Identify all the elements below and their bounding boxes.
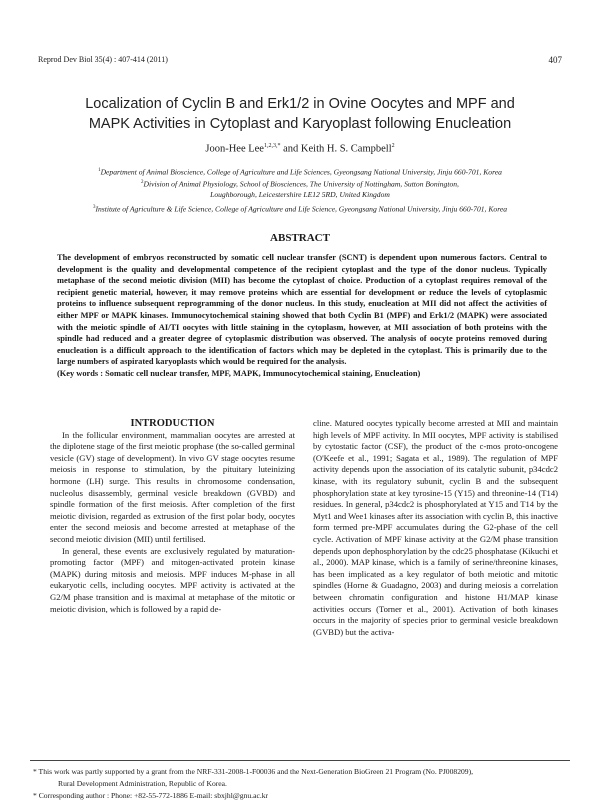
author-2: Keith H. S. Campbell bbox=[300, 143, 392, 155]
affiliation-2-cont: Loughborough, Leicestershire LE12 5RD, United Kingdom bbox=[210, 190, 390, 199]
page-number: 407 bbox=[548, 55, 562, 65]
abstract-heading: ABSTRACT bbox=[270, 232, 330, 244]
author-1: Joon-Hee Lee bbox=[205, 143, 264, 155]
intro-paragraph-1: In the follicular environment, mammalian oocytes are arrested at the diplotene stage of the first meiotic prophase (the so-called germinal vesicle (GV) stage of development). In vivo GV stage oocytes resume meiosis in response to stimulation, by the pituitary luteinizing hormone (LH) surge. This results in chromosome condensation, nucleolus disassembly, germinal vesicle breakdown (GVBD) and spindle formation of the first meiosis. After completion of the first meiotic division, regarded as extrusion of the first polar body, oocytes enter the second meiosis and become arrested at metaphase of the second meiotic division (MII) until fertilised. bbox=[50, 429, 295, 544]
author-1-affil: 1,2,3,* bbox=[263, 143, 281, 149]
footnote-funding: * This work was partly supported by a grant from the NRF-331-2008-1-F00036 and the Next-Generation BioGreen 21 Program (No. PJ008209), bbox=[33, 767, 474, 776]
footnote-corresponding: * Corresponding author : Phone: +82-55-772-1886 E-mail: sbxjhl@gnu.ac.kr bbox=[33, 791, 269, 800]
affiliation-1: $^1$Department of Animal Bioscience, College of Agriculture and Life Sciences, Gyeongsang National University, Jinju 660-701, Korea bbox=[98, 167, 502, 177]
title-line-2: MAPK Activities in Cytoplast and Karyoplast following Enucleation bbox=[88, 116, 512, 132]
author-list bbox=[40, 143, 560, 155]
footnote-funding-cont: Rural Development Administration, Republic of Korea. bbox=[58, 779, 227, 788]
journal-citation: Reprod Dev Biol 35(4) : 407-414 (2011) bbox=[38, 55, 168, 64]
paper-title bbox=[40, 94, 560, 134]
keywords: (Key words : Somatic cell nuclear transfer, MPF, MAPK, Immunocytochemical staining, Enucleation) bbox=[57, 368, 421, 378]
left-column bbox=[50, 418, 295, 615]
author-conjunction: and bbox=[280, 143, 301, 155]
affiliation-3: $^3$Institute of Agriculture & Life Science, College of Agriculture and Life Science, Gyeongsang National University, Jinju 660-701, Korea bbox=[92, 204, 508, 214]
running-header bbox=[38, 55, 562, 67]
introduction-heading: INTRODUCTION bbox=[130, 418, 215, 429]
abstract-body bbox=[57, 252, 547, 380]
abstract-text: The development of embryos reconstructed by somatic cell nuclear transfer (SCNT) is dependent upon numerous factors. Central to development is the quality and developmental competence of the recipient cytoplast and the type of the donor nucleus. Typically metaphase of the second meiotic division (MII) has become the cytoplast of choice. Production of a cytoplast requires removal of the recipient genetic material, however, it may remove proteins which are essential for development or reduce the levels of cytoplasmic proteins to influence subsequent reprogramming of the donor nucleus. In this study, enucleation at MII did not affect the activities of either MPF or MAPK kinases. Immunocytochemical staining showed that both Cyclin B1 (MPF) and Erk1/2 (MAPK) were associated with the meiotic spindle of AI/TI oocytes with little staining in the cytoplasm, however, at MII association of both proteins with the spindle had reduced and a greater degree of cytoplasmic distribution was observed. The analysis of oocyte proteins removed during enucleation is a difficult approach to the identification of factors which may be depleted in the cytoplast. This is primarily due to the large numbers of aspirated karyoplasts which would be required for the analysis. bbox=[57, 253, 547, 367]
footnote-divider bbox=[30, 760, 570, 761]
intro-paragraph-2: In general, these events are exclusively regulated by maturation-promoting factor (MPF) and mitogen-activated protein kinase (MAPK) during mitosis and meiosis. MPF induces M-phase in all eukaryotic cells, including oocytes. MPF activity is activated at the G2/M phase transition and is maximal at metaphase of the mitotic or meiotic division, which is followed by a rapid de- bbox=[50, 545, 295, 614]
affiliation-2: $^2$Division of Animal Physiology, School of Biosciences, The University of Nottingham, Sutton Bonington, bbox=[141, 179, 459, 189]
intro-paragraph-3: cline. Matured oocytes typically become arrested at MII and maintain high levels of MPF activity. In MII oocytes, MPF activity is stabilised by cytostatic factor (CSF), the product of the c-mos proto-oncogene (O'Keefe et al., 1991; Sagata et al., 1989). The regulation of MPF activity depends upon the association of its catalytic subunit, p34cdc2 kinase, with its regulatory subunit, cyclin B and the subsequent phosphorylation state at key tyrosine-15 (Y15) and threonine-14 (T14) residues. In general, p34cdc2 is phosphorylated at Y15 and T14 by the Myt1 and Wee1 kinases after its association with cyclin B, this inactive form termed pre-MPF accumulates during the G2-phase of the cell cycle. Activation of MPF kinase activity at the G2/M phase transition depends upon dephosphorylation by the cdc25 phosphatase (Kikuchi et al., 2000). MAP kinase, which is a family of serine/threonine kinases, has been implicated as a key regulator of both meiotic and mitotic spindles (Horne & Guadagno, 2003) and during meiosis a correlation between chromatin configuration and histone H1/MAP kinase activities occurs (Torner et al., 2001). Activation of both kinases occurs in the majority of species prior to germinal vesicle breakdown (GVBD) but the activa- bbox=[313, 418, 558, 637]
right-column bbox=[313, 418, 558, 638]
author-2-affil: 2 bbox=[391, 143, 395, 149]
title-line-1: Localization of Cyclin B and Erk1/2 in Ovine Oocytes and MPF and bbox=[85, 96, 515, 112]
